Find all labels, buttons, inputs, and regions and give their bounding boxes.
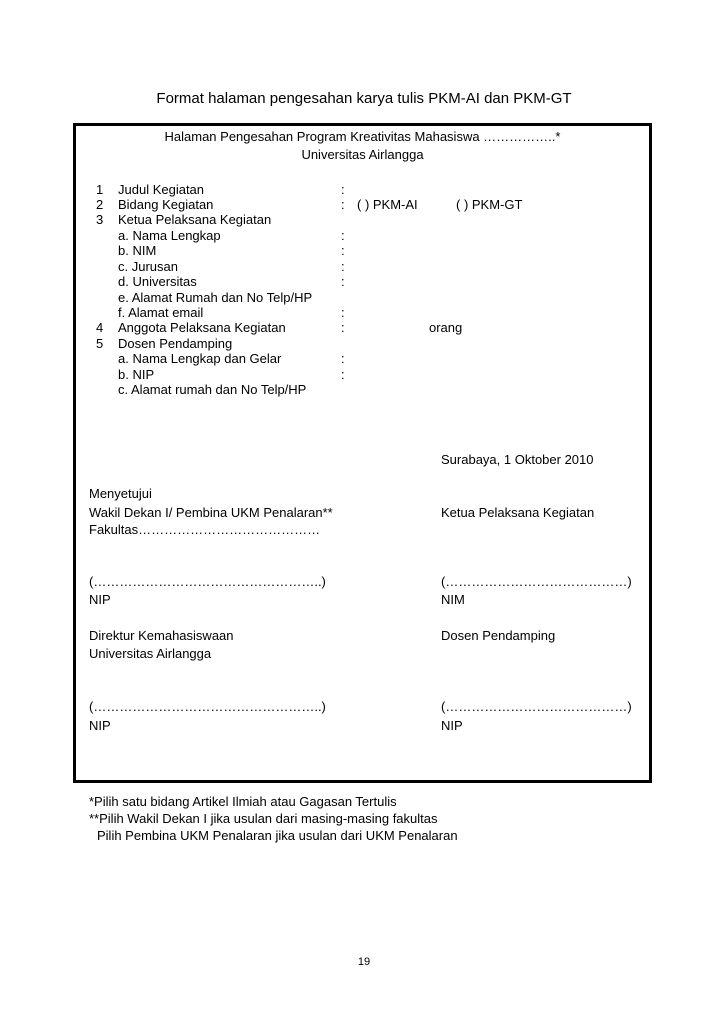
page-number: 19 (357, 956, 371, 968)
option-pkm-ai: ( ) PKM-AI (357, 197, 418, 212)
colon: : (341, 259, 345, 274)
signature-blank: (……………………………………) (441, 699, 632, 714)
label-jurusan: c. Jurusan (118, 259, 178, 274)
label-dosen-nip: b. NIP (118, 367, 155, 382)
label-dosen-nama: a. Nama Lengkap dan Gelar (118, 351, 282, 366)
nip-label: NIP (89, 592, 111, 607)
option-pkm-gt: ( ) PKM-GT (456, 197, 523, 212)
place-date: Surabaya, 1 Oktober 2010 (441, 452, 594, 467)
footnote: Pilih Pembina UKM Penalaran jika usulan dari UKM Penalaran (97, 828, 458, 843)
label-bidang: Bidang Kegiatan (118, 197, 214, 212)
colon: : (341, 182, 345, 197)
footnote: *Pilih satu bidang Artikel Ilmiah atau Gagasan Tertulis (89, 794, 397, 809)
anggota-unit: orang (429, 320, 463, 335)
label-dosen-alamat: c. Alamat rumah dan No Telp/HP (118, 382, 307, 397)
label-nama-lengkap: a. Nama Lengkap (118, 228, 221, 243)
item-number: 2 (96, 197, 104, 212)
approval-label: Menyetujui (89, 486, 152, 501)
colon: : (341, 367, 345, 382)
signature-blank: (……………………………………………..) (89, 699, 326, 714)
colon: : (341, 243, 345, 258)
box-subheader: Universitas Airlangga (301, 147, 424, 162)
label-judul: Judul Kegiatan (118, 182, 205, 197)
colon: : (341, 305, 345, 320)
nim-label: NIM (441, 592, 465, 607)
ketua-title: Ketua Pelaksana Kegiatan (441, 505, 595, 520)
label-alamat-rumah: e. Alamat Rumah dan No Telp/HP (118, 290, 313, 305)
footnote: **Pilih Wakil Dekan I jika usulan dari masing-masing fakultas (89, 811, 438, 826)
wakil-dekan-title: Wakil Dekan I/ Pembina UKM Penalaran** (89, 505, 333, 520)
item-number: 1 (96, 182, 104, 197)
page-title: Format halaman pengesahan karya tulis PKM-AI dan PKM-GT (156, 90, 572, 107)
box-header: Halaman Pengesahan Program Kreativitas Mahasiswa ……………..* (164, 129, 561, 144)
fakultas-line: Fakultas…………………………………… (89, 522, 321, 537)
label-anggota: Anggota Pelaksana Kegiatan (118, 320, 286, 335)
colon: : (341, 351, 345, 366)
label-nim: b. NIM (118, 243, 157, 258)
item-number: 4 (96, 320, 104, 335)
colon: : (341, 197, 345, 212)
label-universitas: d. Universitas (118, 274, 197, 289)
label-ketua: Ketua Pelaksana Kegiatan (118, 212, 272, 227)
colon: : (341, 320, 345, 335)
signature-blank: (……………………………………) (441, 574, 632, 589)
label-alamat-email: f. Alamat email (118, 305, 204, 320)
direktur-title: Direktur Kemahasiswaan (89, 628, 234, 643)
colon: : (341, 274, 345, 289)
nip-label: NIP (89, 718, 111, 733)
item-number: 3 (96, 212, 104, 227)
label-dosen: Dosen Pendamping (118, 336, 233, 351)
dosen-title: Dosen Pendamping (441, 628, 556, 643)
signature-blank: (……………………………………………..) (89, 574, 326, 589)
nip-label: NIP (441, 718, 463, 733)
colon: : (341, 228, 345, 243)
university-label: Universitas Airlangga (89, 646, 212, 661)
item-number: 5 (96, 336, 104, 351)
